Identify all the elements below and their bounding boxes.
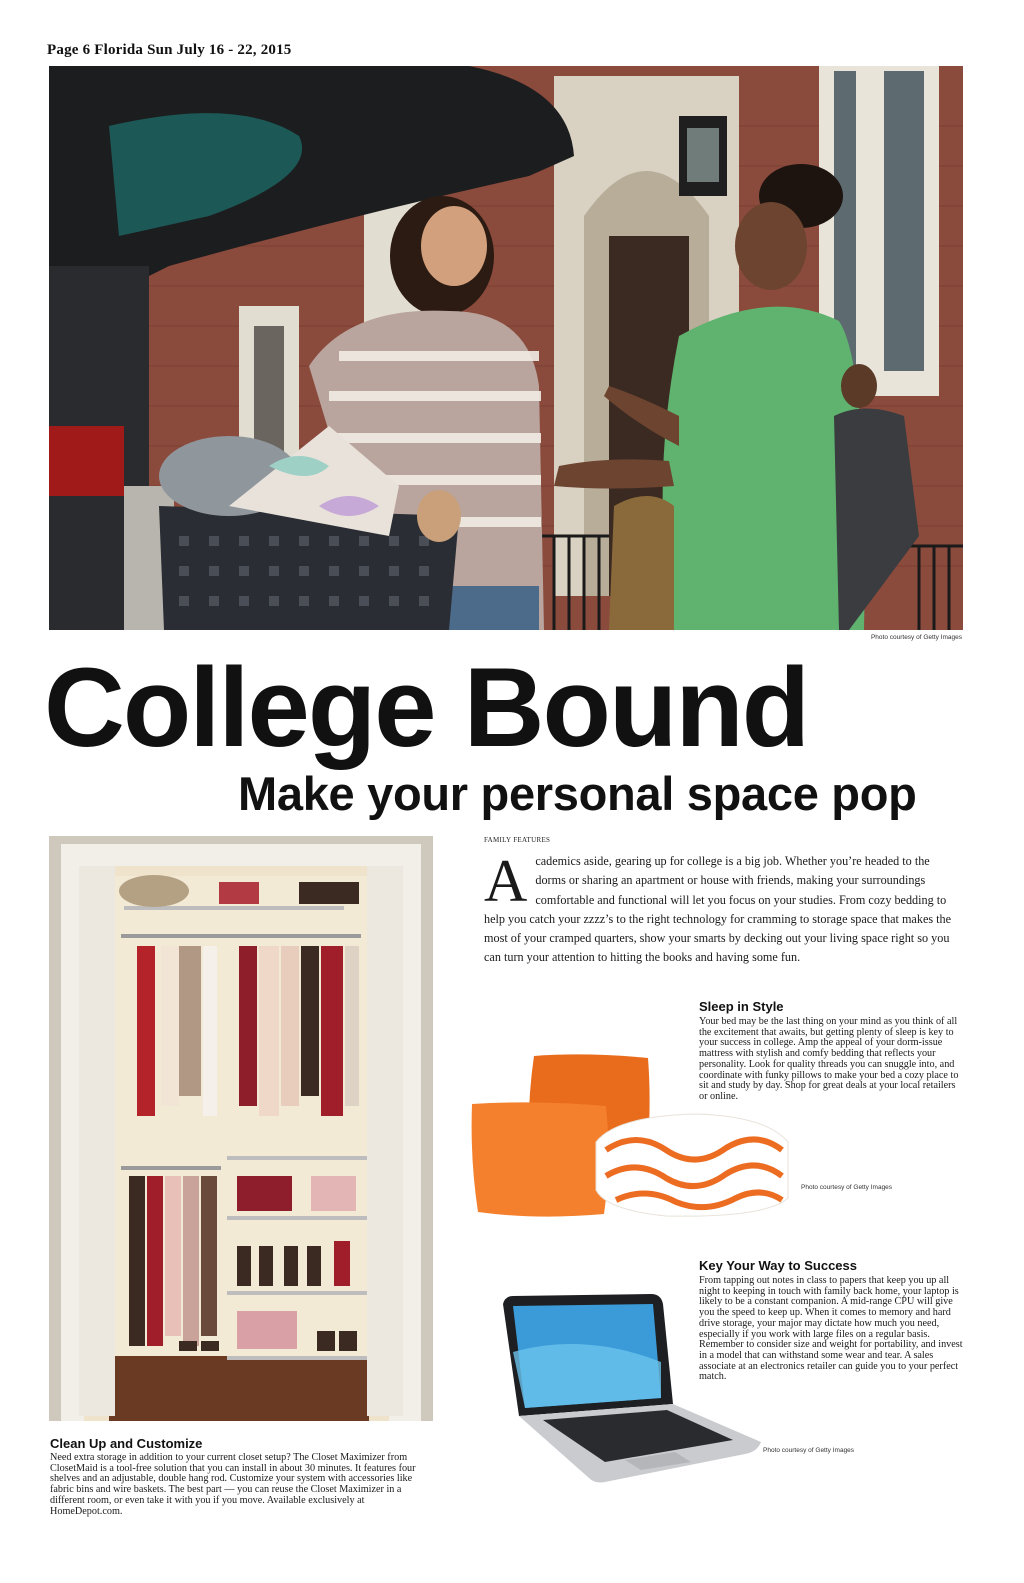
hero-photo [49, 66, 963, 630]
page-folio: Page 6 Florida Sun July 16 - 22, 2015 [47, 42, 292, 58]
headline: College Bound [44, 645, 809, 770]
sleep-section-body: Your bed may be the last thing on your mind as you think of all the excitement that awaits, but getting plenty of sleep is key to your success in college. Amp the appeal of your dorm-issue mattress with stylish and comfy bedding that reflects your personality. Look for quality threads you can snuggle into, and coordinate with funky pillows to make your bed a cozy place to sit and study by day. Shop for great deals at your local retailers or online. [699, 1016, 959, 1102]
sleep-section-title: Sleep in Style [699, 999, 784, 1014]
closet-photo [49, 836, 433, 1421]
laptop-photo-credit: Photo courtesy of Getty Images [763, 1447, 855, 1454]
intro-paragraph [484, 848, 959, 968]
subheadline: Make your personal space pop [238, 767, 917, 820]
intro-text: cademics aside, gearing up for college is a big job. Whether you’re headed to the dorms or sharing an apartment or house with friends, making your surroundings comfortable and functional will let you focus on your studies. From cozy bedding to help you catch your zzzz’s to the right technology for cramming to storage space that makes the most of your cramped quarters, show your smarts by decking out your living space right so you can turn your attention to hitting the books and having some fun. [484, 854, 952, 965]
source-credit: FAMILY FEATURES [484, 836, 551, 844]
closet-section-body: Need extra storage in addition to your current closet setup? The Closet Maximizer from ClosetMaid is a tool-free solution that you can install in about 30 minutes. It features four shelves and an adjustable, double hang rod. Customize your system with accessories like fabric bins and wire baskets. The best part — you can reuse the Closet Maximizer in a different room, or even take it with you if you move. Available exclusively at HomeDepot.com. [50, 1452, 416, 1517]
closet-section-title: Clean Up and Customize [50, 1436, 203, 1451]
pillows-photo [466, 1050, 796, 1230]
laptop-photo [495, 1292, 770, 1492]
hero-photo-credit: Photo courtesy of Getty Images [870, 634, 962, 641]
drop-cap: A [484, 848, 528, 914]
laptop-section-title: Key Your Way to Success [699, 1258, 857, 1273]
laptop-section-body: From tapping out notes in class to papers that keep you up all night to keeping in touch with family back home, your laptop is likely to be a constant companion. A mid-range CPU will give you the speed to keep up. When it comes to memory and hard drive storage, your major may dictate how much you need, especially if you work with large files on a regular basis. Remember to consider size and weight for portability, and invest in a model that can withstand some wear and tear. A sales associate at an electronics retailer can guide you to your perfect match. [699, 1275, 963, 1383]
pillows-photo-credit: Photo courtesy of Getty Images [801, 1184, 893, 1191]
